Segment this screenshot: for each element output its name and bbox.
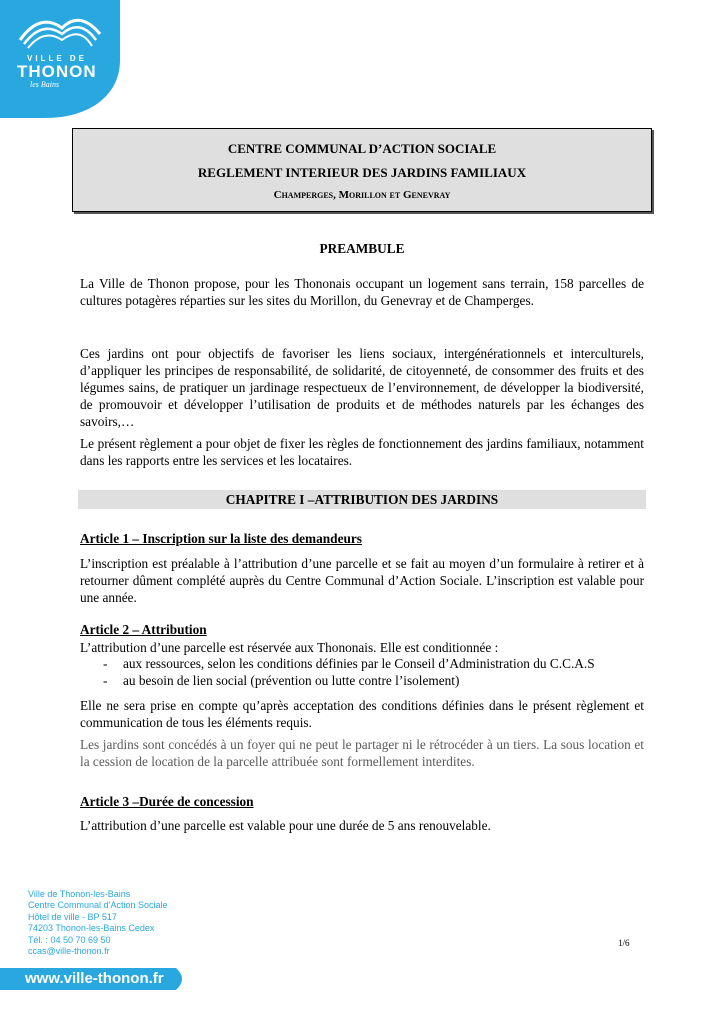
article-2-heading: Article 2 – Attribution [80, 622, 207, 637]
article-2-paragraph-2: Elle ne sera prise en compte qu’après acceptation des conditions définies dans le présent règlement et communication de tous les éléments requis. [80, 698, 644, 730]
list-item: - aux ressources, selon les conditions définies par le Conseil d’Administration du C.C.A.S [103, 656, 595, 671]
article-1-heading: Article 1 – Inscription sur la liste des demandeurs [80, 531, 362, 546]
preambule-paragraph-1: La Ville de Thonon propose, pour les Thononais occupant un logement sans terrain, 158 parcelles de cultures potagères réparties sur les sites du Morillon, du Genevray et de Champerges. [80, 276, 644, 308]
footer-address: Ville de Thonon-les-Bains Centre Communal d’Action Sociale Hôtel de ville - BP 517 74203 Thonon-les-Bains Cedex Tél. : 04 50 70 69 50 ccas@ville-thonon.fr [28, 889, 168, 957]
website-link[interactable]: www.ville-thonon.fr [25, 970, 164, 987]
article-2-paragraph-3: Les jardins sont concédés à un foyer qui ne peut le partager ni le rétrocéder à un tiers. La sous location et la cession de location de la parcelle attribuée sont formellement interdites. [80, 737, 644, 769]
article-3-paragraph: L’attribution d’une parcelle est valable pour une durée de 5 ans renouvelable. [80, 818, 491, 833]
chapter-1-heading: CHAPITRE I –ATTRIBUTION DES JARDINS [78, 490, 646, 509]
article-3-heading: Article 3 –Durée de concession [80, 794, 254, 809]
article-1-paragraph: L’inscription est préalable à l’attribution d’une parcelle et se fait au moyen d’un formulaire à retirer et à retourner dûment complété auprès du Centre Communal d’Action Sociale. L’inscription est valable pour une année. [80, 556, 644, 605]
title-line-1: CENTRE COMMUNAL D’ACTION SOCIALE [227, 141, 497, 156]
footer-email-link[interactable]: ccas@ville-thonon.fr [28, 946, 110, 957]
title-line-2: REGLEMENT INTERIEUR DES JARDINS FAMILIAUX [197, 165, 527, 180]
logo-sub-text: les Bains [30, 80, 60, 89]
logo-thonon-text: THONON [17, 62, 97, 81]
list-item: - au besoin de lien social (prévention ou lutte contre l’isolement) [103, 673, 460, 688]
document-title-box [72, 128, 652, 212]
preambule-heading: PREAMBULE [319, 241, 405, 256]
title-line-3: Champerges, Morillon et Genevray [273, 189, 451, 201]
article-2-intro: L’attribution d’une parcelle est réservée aux Thononais. Elle est conditionnée : [80, 640, 499, 655]
preambule-paragraph-2: Ces jardins ont pour objectifs de favoriser les liens sociaux, intergénérationnels et interculturels, d’appliquer les principes de responsabilité, de solidarité, de citoyenneté, de consommer des fruits et des légumes sains, de pratiquer un jardinage respectueux de l’environnement, de développer la biodiversité, de promouvoir et développer l’utilisation de produits et de méthodes naturels par les échanges des savoirs,… [80, 346, 644, 429]
preambule-paragraph-3: Le présent règlement a pour objet de fixer les règles de fonctionnement des jardins familiaux, notamment dans les rapports entre les services et les locataires. [80, 436, 644, 468]
page-number: 1/6 [618, 938, 630, 948]
logo-ville-text: VILLE DE [27, 54, 88, 63]
